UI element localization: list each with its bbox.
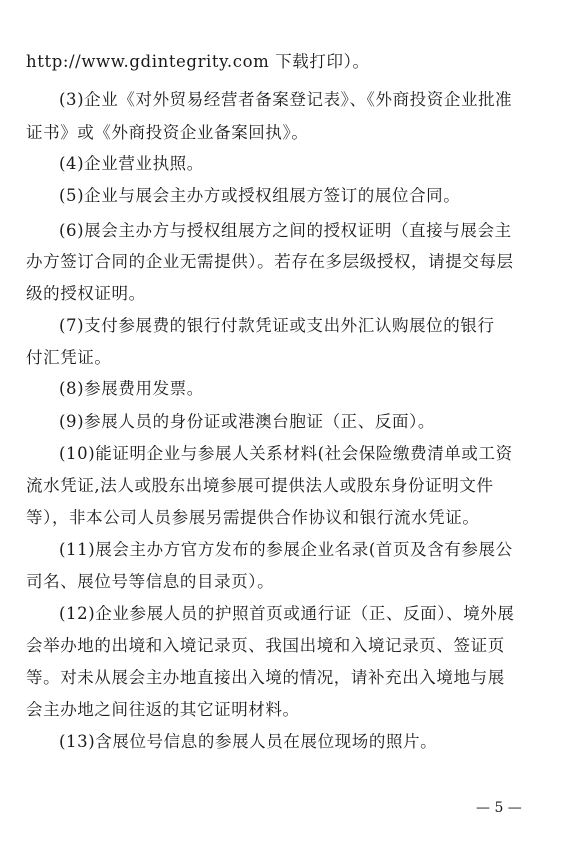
page-number: — 5 — [476, 800, 522, 816]
text-line: 付汇凭证。 [26, 348, 112, 367]
text-line: 办方签订合同的企业无需提供）。若存在多层级授权，请提交每层 [26, 252, 514, 271]
text-line: 会举办地的出境和入境记录页、我国出境和入境记录页、签证页 [26, 636, 505, 655]
text-line: (4)企业营业执照。 [59, 154, 204, 173]
text-line: (8)参展费用发票。 [59, 379, 204, 398]
text-line: (6)展会主办方与授权组展方之间的授权证明（直接与展会主 [59, 221, 512, 240]
text-line: (5)企业与展会主办方或授权组展方签订的展位合同。 [59, 186, 461, 205]
text-line: 会主办地之间往返的其它证明材料。 [26, 700, 300, 719]
text-line: (3)企业《对外贸易经营者备案登记表》、《外商投资企业批准 [59, 90, 513, 109]
text-line: 等），非本公司人员参展另需提供合作协议和银行流水凭证。 [26, 508, 480, 527]
text-line: 等。对未从展会主办地直接出入境的情况，请补充出入境地与展 [26, 668, 505, 687]
text-line: 级的授权证明。 [26, 284, 146, 303]
text-line: 流水凭证,法人或股东出境参展可提供法人或股东身份证明文件 [26, 476, 494, 495]
text-line: (9)参展人员的身份证或港澳台胞证（正、反面）。 [59, 412, 436, 431]
text-line: 司名、展位号等信息的目录页）。 [26, 572, 275, 591]
text-line: (12)企业参展人员的护照首页或通行证（正、反面）、境外展 [59, 604, 515, 623]
text-line: (10)能证明企业与参展人关系材料(社会保险缴费清单或工资 [59, 444, 513, 463]
text-line: 证书》或《外商投资企业备案回执》。 [26, 123, 309, 142]
text-line: (11)展会主办方官方发布的参展企业名录(首页及含有参展公 [59, 540, 513, 559]
text-line: (13)含展位号信息的参展人员在展位现场的照片。 [59, 732, 438, 751]
text-line: http://www.gdintegrity.com 下载打印）。 [26, 52, 370, 71]
text-line: (7)支付参展费的银行付款凭证或支出外汇认购展位的银行 [59, 316, 495, 335]
